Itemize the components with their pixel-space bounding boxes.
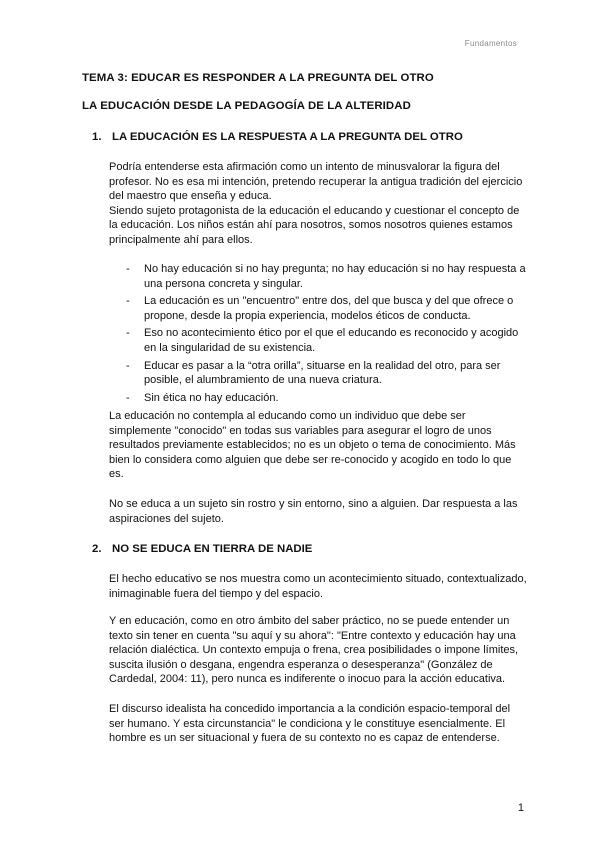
- section-1-number: 1.: [92, 131, 102, 143]
- section-2-paragraph-2: Y en educación, como en otro ámbito del saber práctico, no se puede entender un texto sin tener en cuenta "su aquí y su ahora": "Entre contexto y educación hay una relación dialéctica. Un contexto empuja o frena, crea posibilidades o impone límites, suscita ilusión o desgana, engendra esperanza o desesperanza" (González de Cardedal, 2004: 11), pero nunca es indiferente o inocuo para la acción educativa.: [109, 615, 519, 686]
- bullet-dash: -: [126, 295, 130, 308]
- section-2-paragraph-3: El discurso idealista ha concedido importancia a la condición espacio-temporal del ser humano. Y esta circunstancia" le condiciona y le constituye esencialmente. El hombre es un ser situacional y fuera de su contexto no es capaz de entenderse.: [109, 703, 511, 745]
- list-item: - No hay educación si no hay pregunta; no hay educación si no hay respuesta a una persona concreta y singular.: [126, 263, 526, 290]
- section-1-paragraph-4: No se educa a un sujeto sin rostro y sin entorno, sino a alguien. Dar respuesta a las aspiraciones del sujeto.: [109, 498, 518, 525]
- bullet-dash: -: [126, 391, 130, 404]
- bullet-dash: -: [126, 327, 130, 340]
- section-2-number: 2.: [92, 543, 102, 555]
- document-subtitle: LA EDUCACIÓN DESDE LA PEDAGOGÍA DE LA ALTERIDAD: [82, 100, 411, 112]
- list-item: - Educar es pasar a la “otra orilla”, situarse en la realidad del otro, para ser posible, el alumbramiento de una nueva criatura.: [126, 359, 501, 387]
- section-1-title: LA EDUCACIÓN ES LA RESPUESTA A LA PREGUNTA DEL OTRO: [112, 131, 463, 143]
- bullet-dash: -: [126, 359, 130, 372]
- section-1-heading: [92, 131, 463, 143]
- section-1-intro: [109, 160, 527, 248]
- list-item: - Eso no acontecimiento ético por el que el educando es reconocido y acogido en la singularidad de su existencia.: [126, 327, 519, 354]
- paragraph: Podría entenderse esta afirmación como un intento de minusvalorar la figura del profesor. No es esa mi intención, pretendo recuperar la antigua tradición del ejercicio del maestro que enseña y educa.: [109, 161, 523, 203]
- page-number: 1: [517, 802, 524, 814]
- running-header: Fundamentos: [464, 39, 517, 48]
- section-2-heading: [92, 543, 312, 555]
- bullet-dash: -: [126, 263, 130, 275]
- list-item: - Sin ética no hay educación.: [126, 391, 279, 404]
- list-item: - La educación es un "encuentro" entre dos, del que busca y del que ofrece o propone, desde la propia experiencia, modelos éticos de conducta.: [126, 295, 514, 322]
- paragraph: Siendo sujeto protagonista de la educación el educando y cuestionar el concepto de la educación. Los niños están ahí para nosotros, somos nosotros quienes estamos principalmente ahí para ellos.: [109, 204, 520, 246]
- section-2-title: NO SE EDUCA EN TIERRA DE NADIE: [112, 543, 313, 555]
- section-1-paragraph-3: La educación no contempla al educando como un individuo que debe ser simplemente "conocido" en todas sus variables para asegurar el logro de unos resultados previamente establecidos; no es un objeto o tema de conocimiento. Más bien lo considera como alguien que debe ser re-conocido y acogido en todo lo que es.: [109, 410, 516, 481]
- section-1-bullet-list: [126, 262, 526, 408]
- topic-title: TEMA 3: EDUCAR ES RESPONDER A LA PREGUNTA DEL OTRO: [82, 72, 434, 84]
- section-2-paragraph-1: El hecho educativo se nos muestra como un acontecimiento situado, contextualizado, inimaginable fuera del tiempo y del espacio.: [109, 573, 527, 600]
